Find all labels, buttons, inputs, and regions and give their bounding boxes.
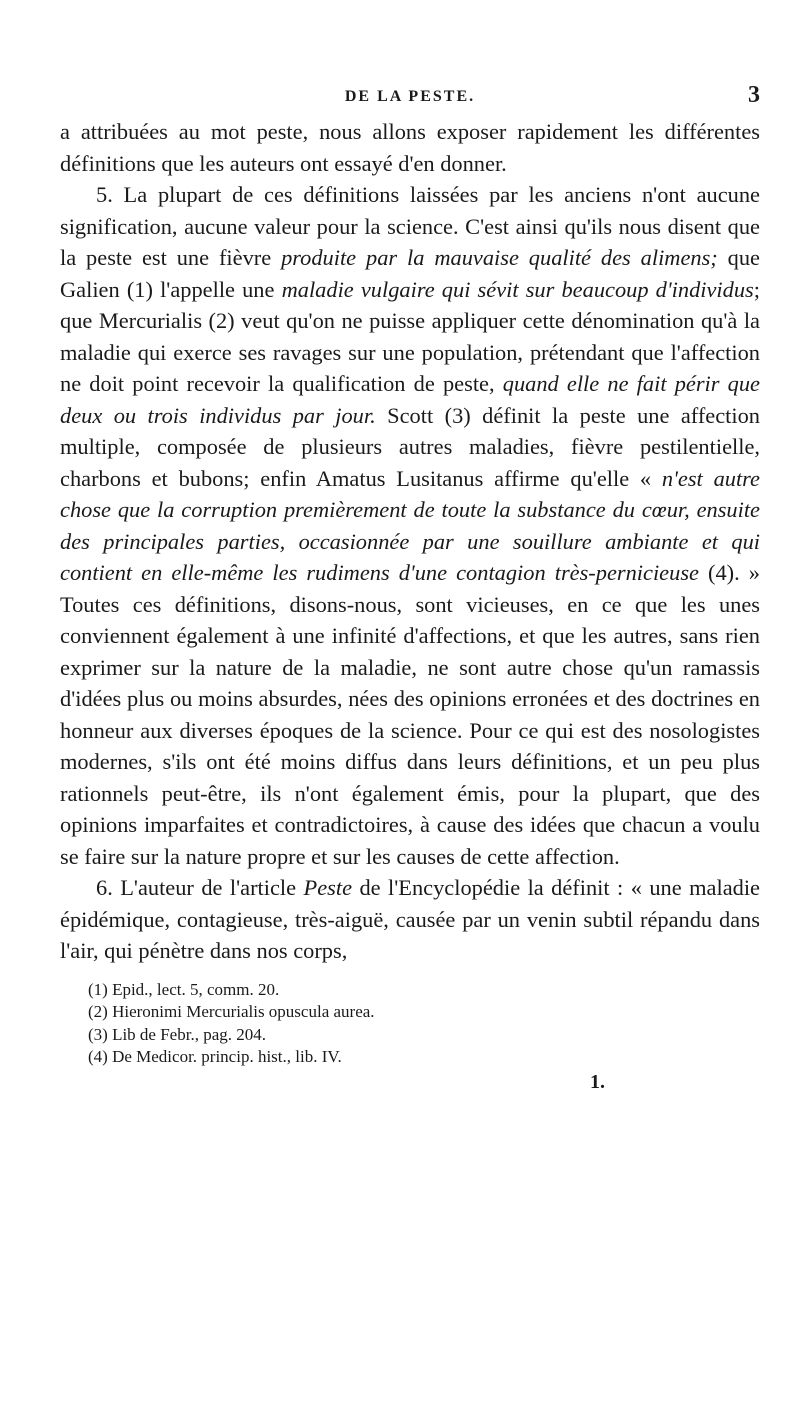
text-segment: Scott (3) définit la peste une affection multiple, composée de plusieurs autres maladies, fièvre pestilentielle, charbons et bubons; enfin Amatus Lusitanus affirme qu'elle « xyxy=(60,402,760,491)
paragraph-section-6 xyxy=(60,872,760,967)
text-segment: ; que Mercurialis (2) veut qu'on ne puisse appliquer cette dénomination qu'à la maladie qui exerce ses ravages sur une population, prétendant que l'affection ne doit point recevoir la qualification de peste, xyxy=(60,276,760,396)
paragraph-continuation xyxy=(60,116,760,179)
running-title: DE LA PESTE. xyxy=(344,88,476,105)
text-segment: 5. La plupart de ces définitions laissées par les anciens n'ont aucune signification, aucune valeur pour la science. C'est ainsi qu'ils nous disent que la peste est une fièvre xyxy=(60,182,760,270)
text-segment: de l'Encyclopédie la définit : « une maladie épidémique, contagieuse, très-aiguë, causée par un venin subtil répandu dans l'air, qui pénètre dans nos corps, xyxy=(60,875,760,963)
text-segment: que Galien (1) l'appelle une xyxy=(60,245,760,302)
footnote-2: (2) Hieronimi Mercurialis opuscula aurea. xyxy=(88,1002,375,1021)
signature-mark: 1. xyxy=(590,1070,605,1093)
running-head xyxy=(60,80,760,116)
italic-text-segment: produite par la mauvaise qualité des alimens; xyxy=(281,245,718,270)
footnote-4: (4) De Medicor. princip. hist., lib. IV. xyxy=(88,1047,342,1066)
italic-text-segment: maladie vulgaire qui sévit sur beaucoup d'individus xyxy=(281,276,754,302)
paragraph-section-5 xyxy=(60,179,760,872)
footnote-3: (3) Lib de Febr., pag. 204. xyxy=(88,1024,266,1044)
text-segment: a attribuées au mot peste, nous allons exposer rapidement les différentes définitions que les auteurs ont essayé d'en donner. xyxy=(60,119,760,176)
body-text xyxy=(60,116,760,967)
italic-text-segment: Peste xyxy=(303,875,353,900)
text-segment: 6. L'auteur de l'article xyxy=(96,875,304,900)
text-segment: (4). » Toutes ces définitions, disons-nous, sont vicieuses, en ce que les unes conviennent également à une infinité d'affections, et que les autres, sans rien exprimer sur la nature de la maladie, ne sont autre chose qu'un ramassis d'idées plus ou moins absurdes, nées des opinions erronées et des doctrines en honneur aux diverses époques de la science. Pour ce qui est des nosologistes modernes, s'ils ont été moins diffus dans leurs définitions, et un peu plus rationnels peut-être, ils n'ont également émis, pour la plupart, que des opinions imparfaites et contradictoires, à cause des idées que chacun a voulu se faire sur la nature propre et sur les causes de cette affection. xyxy=(60,560,760,869)
book-page xyxy=(60,80,760,1095)
footnotes xyxy=(60,979,760,1069)
page-number: 3 xyxy=(748,82,760,108)
italic-text-segment: quand elle ne fait périr que deux ou trois individus par jour. xyxy=(60,371,760,428)
italic-text-segment: n'est autre chose que la corruption premièrement de toute la substance du cœur, ensuite des principales parties, occasionnée par une souillure ambiante et qui contient en elle-même les rudimens d'une contagion très-pernicieuse xyxy=(60,465,760,585)
footnote-1: (1) Epid., lect. 5, comm. 20. xyxy=(88,979,280,999)
